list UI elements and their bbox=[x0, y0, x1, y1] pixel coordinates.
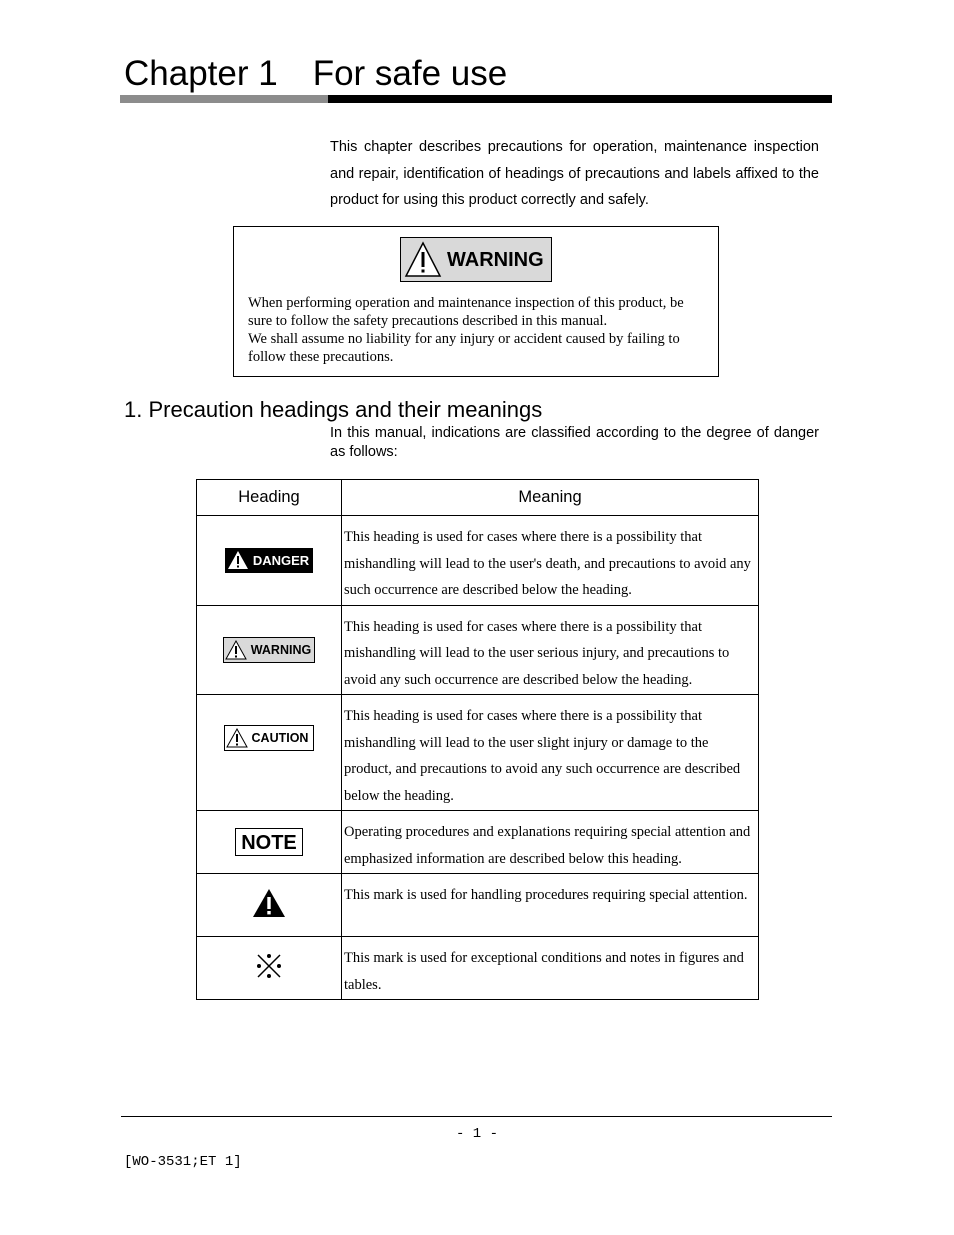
filled-exclamation-triangle-icon bbox=[252, 888, 286, 918]
warning-box bbox=[233, 226, 719, 377]
table-row bbox=[197, 516, 759, 606]
meaning-cell: This heading is used for cases where there is a possibility that mishandling will lead to the user slight injury or damage to the product, and precautions to avoid any such occurrence are described below the heading. bbox=[342, 695, 759, 811]
column-header-heading: Heading bbox=[197, 480, 342, 516]
table-header-row bbox=[197, 480, 759, 516]
precaution-table bbox=[196, 479, 759, 1000]
caution-badge bbox=[224, 725, 315, 751]
warning-text bbox=[248, 294, 708, 366]
warning-label bbox=[400, 237, 552, 282]
warning-label-text: WARNING bbox=[447, 249, 544, 271]
exclamation-triangle-icon bbox=[225, 640, 247, 660]
meaning-cell: This heading is used for cases where there is a possibility that mishandling will lead to the user's death, and precautions to avoid any such occurrence are described below the heading. bbox=[342, 516, 759, 606]
section-title: 1. Precaution headings and their meanings bbox=[124, 397, 543, 422]
exclamation-triangle-icon bbox=[226, 728, 248, 748]
table-row bbox=[197, 811, 759, 874]
chapter-title: Chapter 1 For safe use bbox=[124, 54, 508, 93]
table-row bbox=[197, 695, 759, 811]
title-underline-black bbox=[328, 95, 832, 103]
column-header-meaning: Meaning bbox=[342, 480, 759, 516]
table-row bbox=[197, 605, 759, 695]
exclamation-triangle-icon bbox=[227, 550, 249, 570]
chapter-intro: This chapter describes precautions for operation, maintenance inspection and repair, identification of headings of precautions and labels affixed to the product for using this product correctly and safely. bbox=[330, 139, 819, 208]
section-intro: In this manual, indications are classified according to the degree of danger as follows: bbox=[330, 425, 819, 460]
warning-line: We shall assume no liability for any injury or accident caused by failing to follow these precautions. bbox=[248, 331, 680, 365]
warning-badge-text: WARNING bbox=[250, 642, 312, 657]
footer-divider bbox=[121, 1116, 832, 1117]
meaning-cell: This mark is used for exceptional conditions and notes in figures and tables. bbox=[342, 937, 759, 1000]
reference-mark-icon bbox=[255, 952, 283, 980]
document-code: [WO-3531;ET 1] bbox=[124, 1154, 242, 1170]
table-row bbox=[197, 937, 759, 1000]
meaning-cell: Operating procedures and explanations requiring special attention and emphasized information are described below this heading. bbox=[342, 811, 759, 874]
caution-badge-text: CAUTION bbox=[251, 731, 309, 745]
warning-line: When performing operation and maintenance inspection of this product, be sure to follow the safety precautions described in this manual. bbox=[248, 295, 684, 329]
title-underline-gray bbox=[120, 95, 328, 103]
note-badge: NOTE bbox=[235, 828, 303, 856]
warning-badge bbox=[223, 637, 315, 663]
danger-badge bbox=[225, 548, 313, 573]
exclamation-triangle-icon bbox=[404, 241, 442, 278]
meaning-cell: This mark is used for handling procedures requiring special attention. bbox=[342, 874, 759, 937]
danger-badge-text: DANGER bbox=[252, 552, 310, 568]
meaning-cell: This heading is used for cases where there is a possibility that mishandling will lead to the user serious injury, and precautions to avoid any such occurrence are described below the heading. bbox=[342, 605, 759, 695]
page-number: - 1 - bbox=[455, 1126, 498, 1142]
table-row bbox=[197, 874, 759, 937]
